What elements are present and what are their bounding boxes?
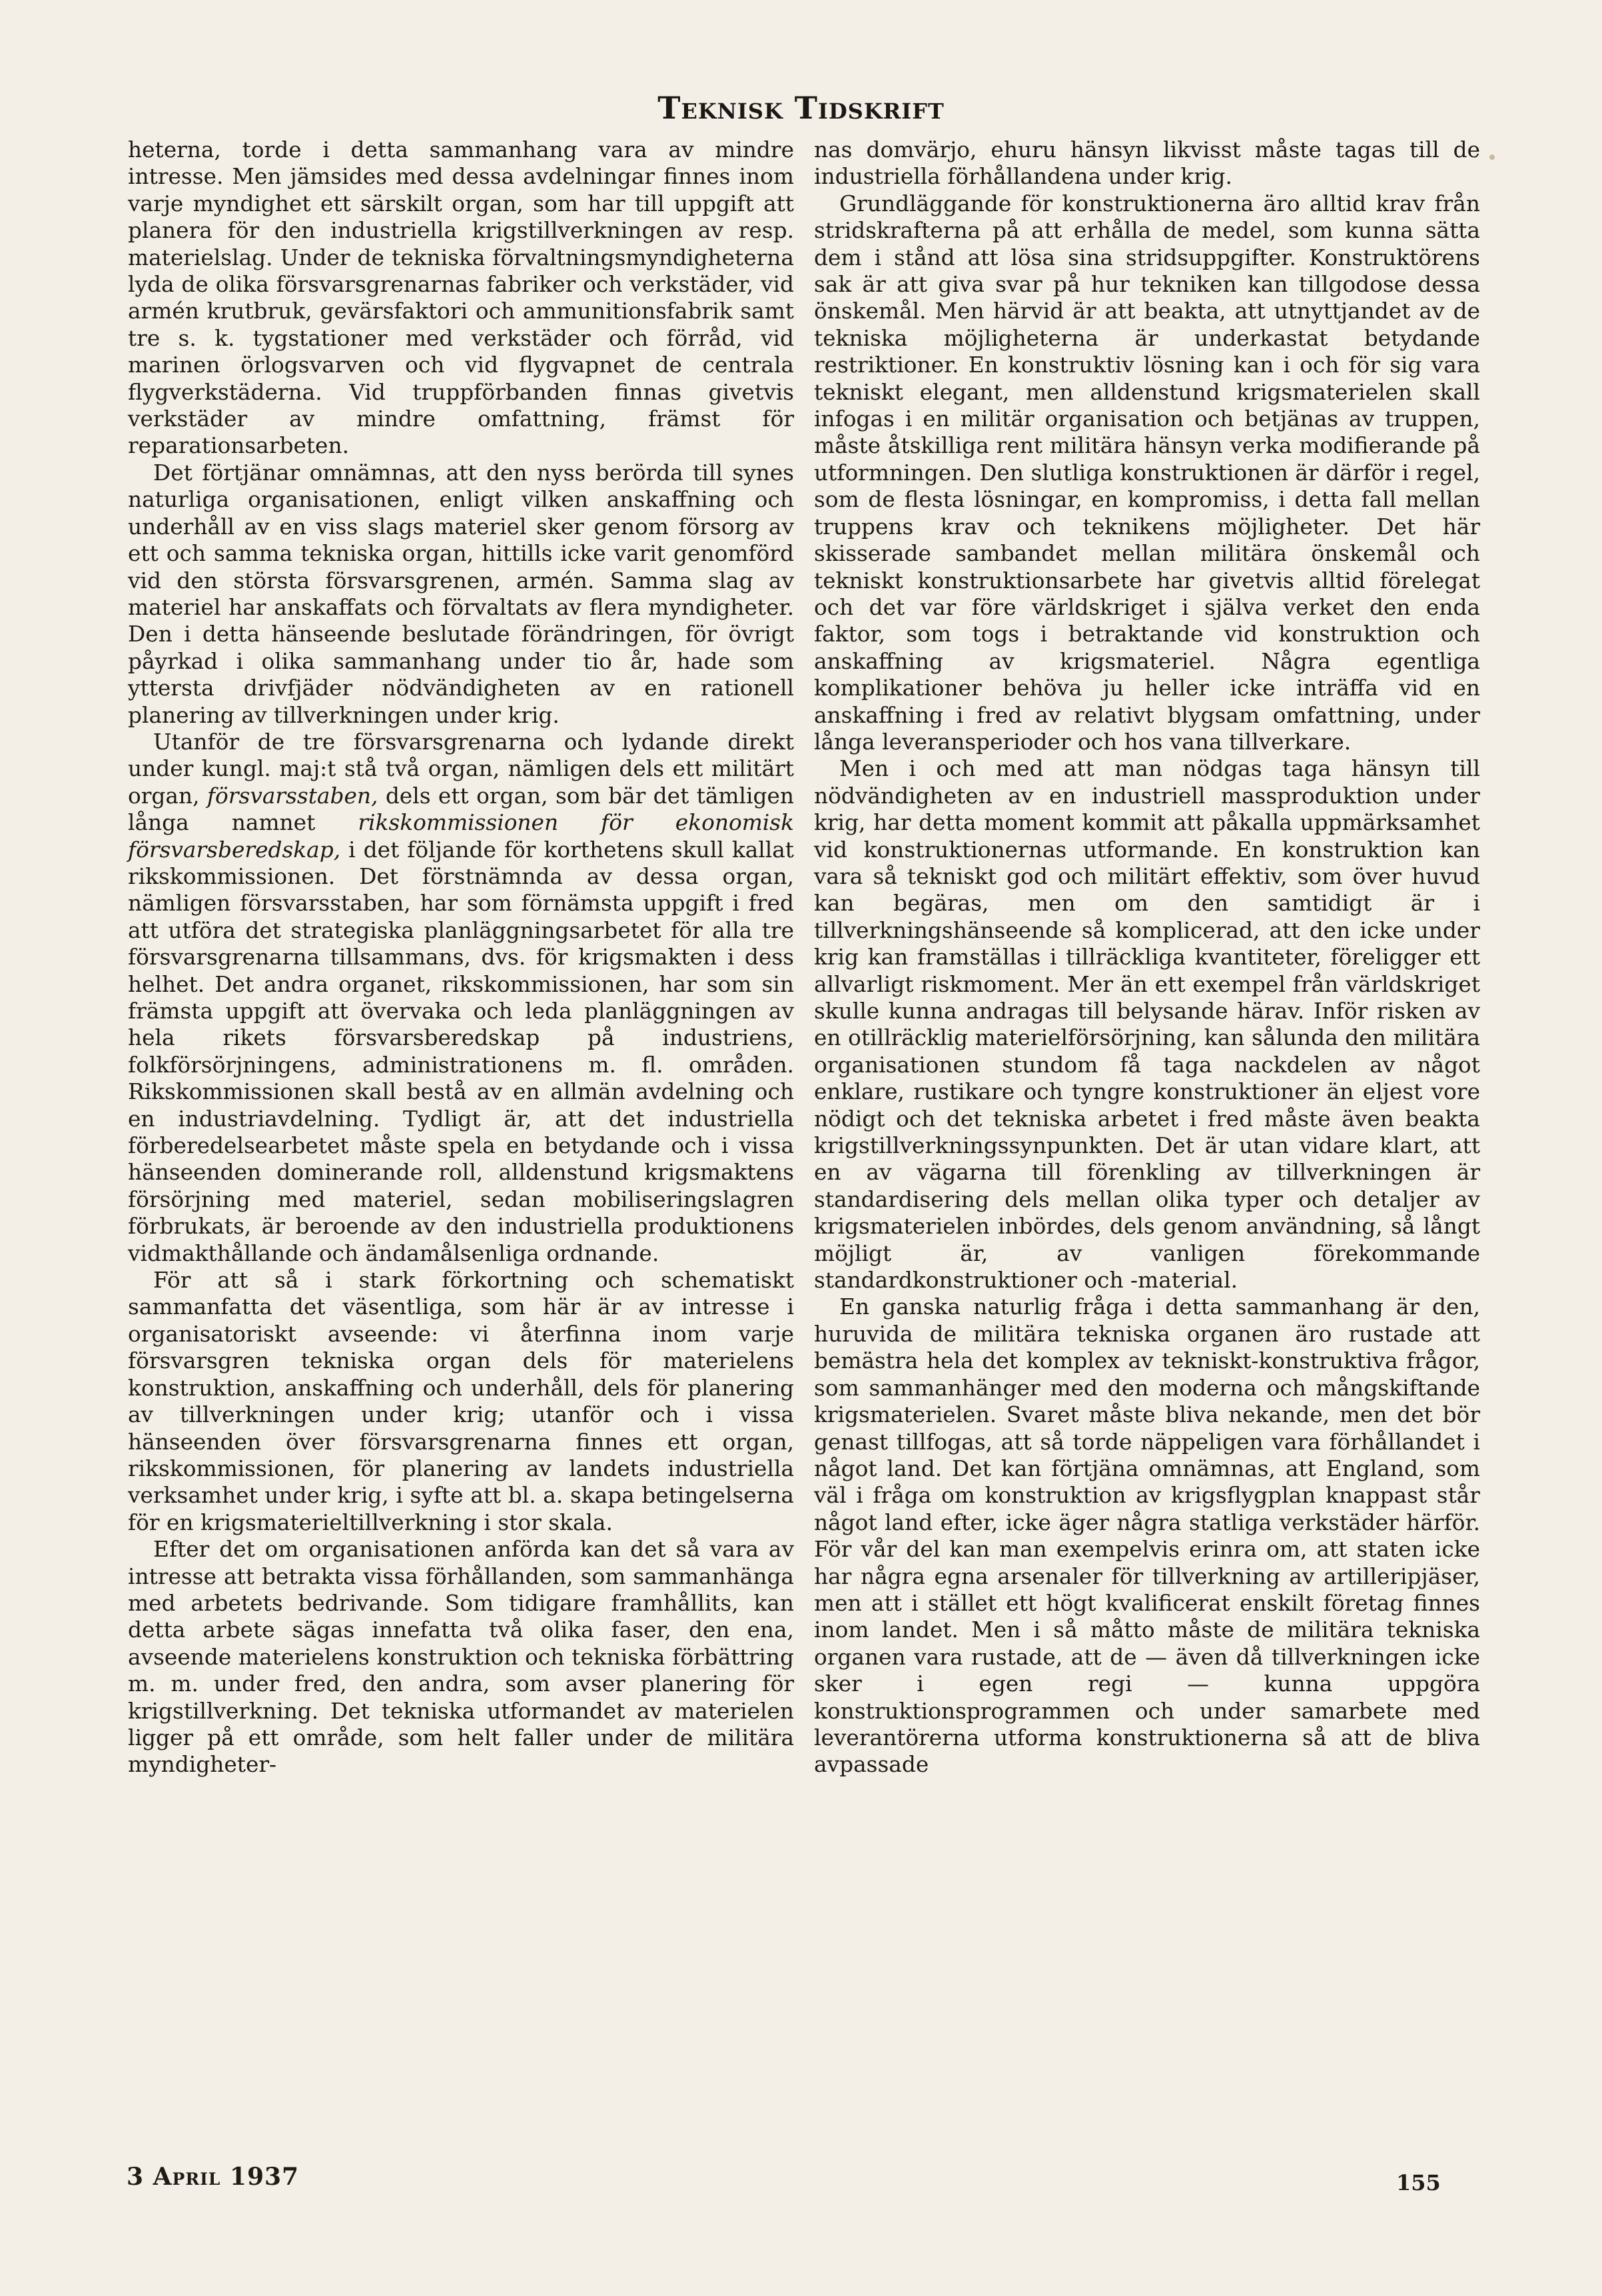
paragraph-left-3-text-a: Utanför de tre försvarsgrenarna och lydande direkt under kungl. maj:t stå två organ, nämligen dels ett militärt organ,: [128, 729, 794, 809]
page-speck: [1489, 155, 1495, 160]
paragraph-left-5: Efter det om organisationen anförda kan det så vara av intresse att betrakta vissa förhållanden, som sammanhänga med arbetets bedrivande. Som tidigare framhållits, kan detta arbete sägas innefatta två olika faser, den ena, avseende materielens konstruktion och tekniska förbättring m. m. under fred, den andra, som avser planering för krigstillverkning. Det tekniska utformandet av materielen ligger på ett område, som helt faller under de militära myndigheter-: [128, 1537, 794, 1778]
paragraph-left-1: heterna, torde i detta sammanhang vara av mindre intresse. Men jämsides med dessa avdelningar finnes inom varje myndighet ett särskilt organ, som har till uppgift att planera för den industriella krigstillverkningen av resp. materielslag. Under de tekniska förvaltningsmyndigheterna lyda de olika försvarsgrenarnas fabriker och verkstäder, vid armén krutbruk, gevärsfaktori och ammunitionsfabrik samt tre s. k. tygstationer med verkstäder och förråd, vid marinen örlogsvarven och vid flygvapnet de centrala flygverkstäderna. Vid truppförbanden finnas givetvis verkstäder av mindre omfattning, främst för reparationsarbeten.: [128, 137, 794, 459]
left-column: [128, 137, 794, 2148]
term-rikskommissionen: rikskommissionen för ekonomisk försvarsberedskap,: [128, 810, 794, 863]
paragraph-right-1: nas domvärjo, ehuru hänsyn likvisst måste tagas till de industriella förhållandena under krig.: [814, 137, 1480, 190]
paragraph-right-2: Grundläggande för konstruktionerna äro alltid krav från stridskrafterna på att erhålla de medel, som kunna sätta dem i stånd att lösa sina stridsuppgifter. Konstruktörens sak är att giva svar på hur tekniken kan tillgodose dessa önskemål. Men härvid är att beakta, att utnyttjandet av de tekniska möjligheterna är underkastat betydande restriktioner. En konstruktiv lösning kan i och för sig vara tekniskt elegant, men alldenstund krigsmaterielen skall infogas i en militär organisation och betjänas av truppen, måste åtskilliga rent militära hänsyn verka modifierande på utformningen. Den slutliga konstruktionen är därför i regel, som de flesta lösningar, en kompromiss, i detta fall mellan truppens krav och teknikens möjligheter. Det här skisserade sambandet mellan militära önskemål och tekniskt konstruktionsarbete har givetvis alltid förelegat och det var före världskriget i själva verket den enda faktor, som togs i betraktande vid konstruktion och anskaffning av krigsmateriel. Några egentliga komplikationer behöva ju heller icke inträffa vid en anskaffning i fred av relativt blygsam omfattning, under långa leveransperioder och hos vana tillverkare.: [814, 191, 1480, 755]
paragraph-left-3-text-c: i det följande för korthetens skull kallat rikskommissionen. Det förstnämnda av dessa organ, nämligen försvarsstaben, har som förnämsta uppgift i fred att utföra det strategiska planläggningsarbetet för alla tre försvarsgrenarna tillsammans, dvs. för krigsmakten i dess helhet. Det andra organet, rikskommissionen, har som sin främsta uppgift att övervaka och leda planläggningen av hela rikets försvarsberedskap på industriens, folkförsörjningens, administrationens m. fl. områden. Rikskommissionen skall bestå av en allmän avdelning och en industriavdelning. Tydligt är, att det industriella förberedelsearbetet måste spela en betydande och i vissa hänseenden dominerande roll, alldenstund krigsmaktens försörjning med materiel, sedan mobiliseringslagren förbrukats, är beroende av den industriella produktionens vidmakthållande och ändamålsenliga ordnande.: [128, 837, 794, 1266]
paragraph-left-4: För att så i stark förkortning och schematiskt sammanfatta det väsentliga, som här är av intresse i organisatoriskt avseende: vi återfinna inom varje försvarsgren tekniska organ dels för materielens konstruktion, anskaffning och underhåll, dels för planering av tillverkningen under krig; utanför och i vissa hänseenden över försvarsgrenarna finnes ett organ, rikskommissionen, för planering av landets industriella verksamhet under krig, i syfte att bl. a. skapa betingelserna för en krigsmaterieltillverkning i stor skala.: [128, 1268, 794, 1535]
journal-title: Teknisk Tidskrift: [657, 90, 945, 126]
right-column: [814, 137, 1480, 2148]
page-number: 155: [1396, 2170, 1441, 2195]
paragraph-left-2: Det förtjänar omnämnas, att den nyss berörda till synes naturliga organisationen, enligt vilken anskaffning och underhåll av en viss slags materiel sker genom försorg av ett och samma tekniska organ, hittills icke varit genomförd vid den största försvarsgrenen, armén. Samma slag av materiel har anskaffats och förvaltats av flera myndigheter. Den i detta hänseende beslutade förändringen, för övrigt påyrkad i olika sammanhang under tio år, hade som yttersta drivfjäder nödvändigheten av en rationell planering av tillverkningen under krig.: [128, 460, 794, 728]
paragraph-right-3: Men i och med att man nödgas taga hänsyn till nödvändigheten av en industriell massproduktion under krig, har detta moment kommit att påkalla uppmärksamhet vid konstruktionernas utformande. En konstruktion kan vara så tekniskt god och militärt effektiv, som över huvud kan begäras, men om den samtidigt är i tillverkningshänseende så komplicerad, att den icke under krig kan framställas i tillräckliga kvantiteter, föreligger ett allvarligt riskmoment. Mer än ett exempel från världskriget skulle kunna andragas till belysande härav. Inför risken av en otillräcklig materielförsörjning, kan sålunda den militära organisationen stundom få taga nackdelen av något enklare, rustikare och tyngre konstruktioner än eljest vore nödigt och det tekniska arbetet i fred måste även beakta krigstillverkningssynpunkten. Det är utan vidare klart, att en av vägarna till förenkling av tillverkningen är standardisering dels mellan olika typer och detaljer av krigsmaterielen inbördes, dels genom användning, så långt möjligt är, av vanligen förekommande standardkonstruktioner och -material.: [814, 756, 1480, 1294]
paragraph-right-4: En ganska naturlig fråga i detta sammanhang är den, huruvida de militära tekniska organen äro rustade att bemästra hela det komplex av tekniskt-konstruktiva frågor, som sammanhänger med den moderna och mångskiftande krigsmaterielen. Svaret måste bliva nekande, men det bör genast tillfogas, att så torde näppeligen vara förhållandet i något land. Det kan förtjäna omnämnas, att England, som väl i fråga om konstruktion av krigsflygplan knappast står något land efter, icke äger några statliga verkstäder härför. För vår del kan man exempelvis erinra om, att staten icke har några egna arsenaler för tillverkning av artilleripjäser, men att i stället ett högt kvalificerat enskilt företag finnes inom landet. Men i så måtto måste de militära tekniska organen vara rustade, att de — även då tillverkningen icke sker i egen regi — kunna uppgöra konstruktionsprogrammen och under samarbete med leverantörerna utforma konstruktionerna så att de bliva avpassade: [814, 1294, 1480, 1778]
term-forsvarsstaben: försvarsstaben,: [206, 783, 378, 809]
issue-date: 3 April 1937: [127, 2163, 300, 2191]
paragraph-left-3: [128, 729, 794, 1267]
paragraph-left-3-text-b: dels ett organ, som bär det tämligen långa namnet: [128, 783, 794, 836]
